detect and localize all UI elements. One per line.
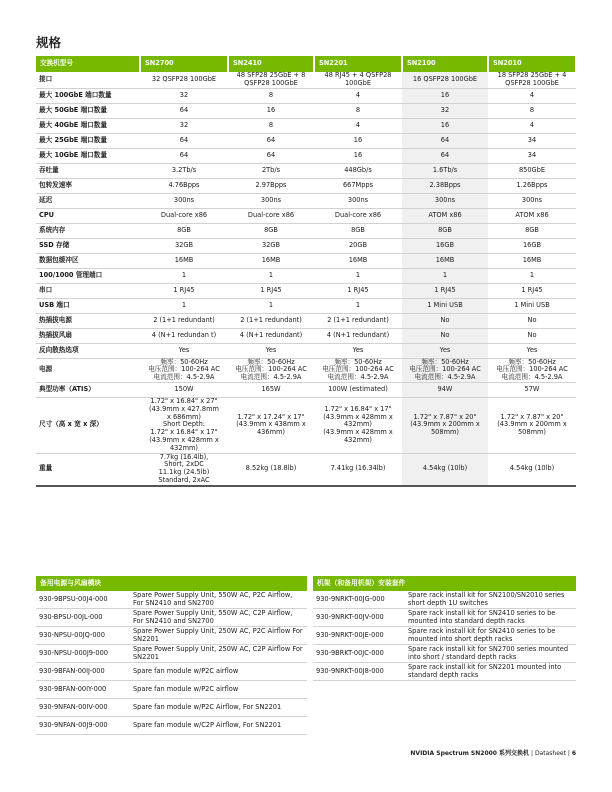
part-row — [36, 681, 307, 699]
spec-row — [36, 238, 576, 253]
spec-cell: 100W (estimated) — [314, 382, 402, 397]
spec-cell: 34 — [488, 148, 576, 163]
spec-cell: 4.54kg (10lb) — [402, 453, 488, 486]
spec-cell: 1.72" x 7.87" x 20" (43.9mm x 200mm x 508mm) — [488, 397, 576, 453]
spec-cell: 1 — [314, 298, 402, 313]
spec-cell: 8GB — [140, 223, 228, 238]
spec-row — [36, 118, 576, 133]
spec-cell: 64 — [140, 148, 228, 163]
spec-cell: 16MB — [140, 253, 228, 268]
spec-cell: No — [488, 328, 576, 343]
part-number: 930-9BRKT-00JC-000 — [313, 645, 405, 663]
spec-cell: 16 — [402, 118, 488, 133]
part-number: 930-NPSU-000J9-000 — [36, 645, 130, 663]
spec-cell: 4 (N+1 redundan t) — [140, 328, 228, 343]
part-row — [36, 609, 307, 627]
spec-row-label: 重量 — [36, 453, 140, 486]
spec-cell: 32 — [140, 118, 228, 133]
spec-cell: 4 — [488, 118, 576, 133]
spec-cell: 16MB — [314, 253, 402, 268]
spec-cell: 1 RJ45 — [314, 283, 402, 298]
spec-cell: 8GB — [314, 223, 402, 238]
spec-cell: 32GB — [140, 238, 228, 253]
spec-row-label: 热插拔电源 — [36, 313, 140, 328]
spec-cell: 1 — [140, 298, 228, 313]
spec-row — [36, 103, 576, 118]
spec-cell: 16 QSFP28 100GbE — [402, 72, 488, 88]
spec-cell: 300ns — [314, 193, 402, 208]
spec-table-header — [36, 56, 576, 72]
part-description: Spare fan module w/P2C Airflow, For SN2201 — [130, 699, 307, 717]
part-row — [36, 717, 307, 735]
spec-cell: 1.72" x 16.84" x 17" (43.9mm x 428mm x 432mm) (43.9mm x 428mm x 432mm) — [314, 397, 402, 453]
spec-cell: 34 — [488, 133, 576, 148]
spec-row-label: 最大 40GbE 端口数量 — [36, 118, 140, 133]
spec-row — [36, 253, 576, 268]
spec-cell: 16GB — [488, 238, 576, 253]
footer-doc-type: Datasheet — [534, 750, 566, 757]
spec-row — [36, 163, 576, 178]
spec-cell: 64 — [228, 148, 314, 163]
part-description: Spare fan module w/P2C airflow — [130, 681, 307, 699]
spec-row — [36, 72, 576, 88]
column-header-sn2010: SN2010 — [488, 56, 576, 72]
part-description: Spare rack install kit for SN2410 series to be mounted into standard depth racks — [405, 609, 576, 627]
spec-row-label: 反向散热选项 — [36, 343, 140, 358]
spec-cell: 1.6Tb/s — [402, 163, 488, 178]
spec-cell: Yes — [488, 343, 576, 358]
spec-row-label: 电源 — [36, 358, 140, 382]
spec-cell: 32GB — [228, 238, 314, 253]
part-description: Spare rack install kit for SN2700 series mounted into short / standard depth racks — [405, 645, 576, 663]
spec-cell: 1 — [488, 268, 576, 283]
spec-cell: 16 — [402, 88, 488, 103]
spec-cell: 94W — [402, 382, 488, 397]
spec-cell: 2.38Bpps — [402, 178, 488, 193]
part-number: 930-9BPSU-00J4-000 — [36, 591, 130, 609]
part-row — [36, 627, 307, 645]
spec-row — [36, 178, 576, 193]
part-row — [36, 699, 307, 717]
part-number: 930-9NRKT-00JE-000 — [313, 627, 405, 645]
spec-cell: 4 — [314, 118, 402, 133]
spec-cell: 频率：50-60Hz 电压范围：100-264 AC 电流范围：4.5-2.9A — [314, 358, 402, 382]
column-header-sn2410: SN2410 — [228, 56, 314, 72]
part-description: Spare Power Supply Unit, 250W AC, C2P Airflow For SN2201 — [130, 645, 307, 663]
spec-row-label: SSD 存储 — [36, 238, 140, 253]
spec-row — [36, 397, 576, 453]
spec-cell: 1 — [314, 268, 402, 283]
spec-cell: 48 SFP28 25GbE + 8 QSFP28 100GbE — [228, 72, 314, 88]
rack-table-body — [313, 591, 576, 681]
psu-fan-table — [36, 576, 307, 735]
spec-cell: 1 — [228, 268, 314, 283]
spec-cell: 64 — [228, 133, 314, 148]
part-description: Spare rack install kit for SN2201 mounted into standard depth racks — [405, 663, 576, 681]
spec-cell: 32 QSFP28 100GbE — [140, 72, 228, 88]
spec-cell: 2 (1+1 redundant) — [140, 313, 228, 328]
spec-cell: 8 — [228, 118, 314, 133]
spec-table-body — [36, 72, 576, 486]
spec-row-label: USB 端口 — [36, 298, 140, 313]
footer-text: NVIDIA Spectrum SN2000 系列交换机 — [410, 750, 530, 757]
spec-row — [36, 358, 576, 382]
part-number: 930-9NRKT-00JV-000 — [313, 609, 405, 627]
spec-cell: 频率：50-60Hz 电压范围：100-264 AC 电流范围：4.5-2.9A — [228, 358, 314, 382]
spec-row-label: CPU — [36, 208, 140, 223]
spec-cell: 7.41kg (16.34lb) — [314, 453, 402, 486]
part-row — [313, 609, 576, 627]
spec-cell: 150W — [140, 382, 228, 397]
spec-row-label: 热插拔风扇 — [36, 328, 140, 343]
part-number: 930-9NFAN-00IV-000 — [36, 699, 130, 717]
spec-row-label: 延迟 — [36, 193, 140, 208]
spec-cell: 1 RJ45 — [488, 283, 576, 298]
spec-row — [36, 223, 576, 238]
spec-cell: 16 — [314, 148, 402, 163]
part-number: 930-9NRKT-00J8-000 — [313, 663, 405, 681]
spec-cell: Yes — [228, 343, 314, 358]
rack-kit-table — [313, 576, 576, 681]
spec-cell: 1 — [402, 268, 488, 283]
part-row — [36, 645, 307, 663]
spec-cell: Dual-core x86 — [314, 208, 402, 223]
rack-table-header — [313, 576, 576, 591]
spec-cell: 64 — [140, 133, 228, 148]
part-number: 930-BPSU-00JL-000 — [36, 609, 130, 627]
part-row — [313, 645, 576, 663]
footer-separator-2: | — [567, 750, 570, 757]
spec-cell: 4 — [488, 88, 576, 103]
spec-row-label: 最大 25GbE 端口数量 — [36, 133, 140, 148]
spec-row-label: 接口 — [36, 72, 140, 88]
spec-cell: 16MB — [228, 253, 314, 268]
spec-cell: 64 — [402, 133, 488, 148]
spec-row-label: 数据包缓冲区 — [36, 253, 140, 268]
spec-cell: 20GB — [314, 238, 402, 253]
column-header-sn2700: SN2700 — [140, 56, 228, 72]
spec-cell: 300ns — [402, 193, 488, 208]
spec-row-label: 典型功率（ATIS） — [36, 382, 140, 397]
part-description: Spare Power Supply Unit, 550W AC, C2P Airflow, For SN2410 and SN2700 — [130, 609, 307, 627]
spec-cell: 16 — [228, 103, 314, 118]
spec-row-label: 100/1000 管理端口 — [36, 268, 140, 283]
part-number: 930-NPSU-00JQ-000 — [36, 627, 130, 645]
spec-cell: 32 — [402, 103, 488, 118]
spec-row — [36, 193, 576, 208]
spec-cell: Yes — [402, 343, 488, 358]
spec-row — [36, 133, 576, 148]
spec-cell: No — [488, 313, 576, 328]
part-row — [313, 591, 576, 609]
spec-cell: 2 (1+1 redundant) — [314, 313, 402, 328]
spec-cell: Dual-core x86 — [228, 208, 314, 223]
part-number: 930-9NRKT-00JG-000 — [313, 591, 405, 609]
column-header-sn2100: SN2100 — [402, 56, 488, 72]
spec-cell: 18 SFP28 25GbE + 4 QSFP28 100GbE — [488, 72, 576, 88]
spec-cell: 165W — [228, 382, 314, 397]
spec-cell: 1.72" x 17.24" x 17" (43.9mm x 438mm x 436mm) — [228, 397, 314, 453]
spec-cell: 448Gb/s — [314, 163, 402, 178]
spec-row-label: 最大 100GbE 端口数量 — [36, 88, 140, 103]
spec-row — [36, 453, 576, 486]
spec-cell: 1 RJ45 — [402, 283, 488, 298]
spec-row — [36, 148, 576, 163]
spec-row-label: 最大 50GbE 端口数量 — [36, 103, 140, 118]
column-header-sn2201: SN2201 — [314, 56, 402, 72]
spec-row — [36, 382, 576, 397]
spec-cell: 频率：50-60Hz 电压范围：100-264 AC 电流范围：4.5-2.9A — [140, 358, 228, 382]
part-description: Spare Power Supply Unit, 550W AC, P2C Airflow, For SN2410 and SN2700 — [130, 591, 307, 609]
spec-cell: 16GB — [402, 238, 488, 253]
part-description: Spare rack install kit for SN2100/SN2010 series short depth 1U switches — [405, 591, 576, 609]
spec-cell: 64 — [402, 148, 488, 163]
spec-row — [36, 313, 576, 328]
spec-cell: 7.7kg (16.4lb), Short, 2xDC 11.1kg (24.5lb) Standard, 2xAC — [140, 453, 228, 486]
page-number: 6 — [571, 750, 576, 757]
spec-cell: 57W — [488, 382, 576, 397]
part-number: 930-9BFAN-00IY-000 — [36, 681, 130, 699]
part-number: 930-9NFAN-00J9-000 — [36, 717, 130, 735]
page-title: 规格 — [36, 35, 62, 50]
spec-cell: 1 — [140, 268, 228, 283]
spec-cell: No — [402, 313, 488, 328]
spec-cell: 8 — [488, 103, 576, 118]
spec-cell: 1 Mini USB — [402, 298, 488, 313]
spec-cell: 8GB — [488, 223, 576, 238]
spec-cell: 1 Mini USB — [488, 298, 576, 313]
spec-cell: 4 — [314, 88, 402, 103]
spec-cell: ATOM x86 — [488, 208, 576, 223]
psu-table-body — [36, 591, 307, 735]
part-row — [36, 663, 307, 681]
part-description: Spare Power Supply Unit, 250W AC, P2C Airflow For SN2201 — [130, 627, 307, 645]
spec-cell: 64 — [140, 103, 228, 118]
rack-table-title: 机架（和备用机架）安装套件 — [313, 576, 576, 591]
spec-table — [36, 56, 577, 487]
spec-row-label: 尺寸（高 x 宽 x 深） — [36, 397, 140, 453]
part-row — [36, 591, 307, 609]
spec-cell: 频率：50-60Hz 电压范围：100-264 AC 电流范围：4.5-2.9A — [488, 358, 576, 382]
part-description: Spare rack install kit for SN2410 series to be mounted into short depth racks — [405, 627, 576, 645]
footer-separator: | — [530, 750, 534, 757]
spec-cell: 4.76Bpps — [140, 178, 228, 193]
spec-cell: 1 — [228, 298, 314, 313]
spec-cell: 300ns — [488, 193, 576, 208]
spec-row — [36, 268, 576, 283]
spec-cell: Dual-core x86 — [140, 208, 228, 223]
spec-row — [36, 88, 576, 103]
spec-cell: 8GB — [228, 223, 314, 238]
spec-cell: 16MB — [488, 253, 576, 268]
spec-cell: 2 (1+1 redundant) — [228, 313, 314, 328]
spec-cell: 频率：50-60Hz 电压范围：100-264 AC 电流范围：4.5-2.9A — [402, 358, 488, 382]
spec-cell: 8.52kg (18.8lb) — [228, 453, 314, 486]
spec-cell: 16MB — [402, 253, 488, 268]
spec-cell: 300ns — [228, 193, 314, 208]
column-header-model: 交换机型号 — [36, 56, 140, 72]
psu-table-header — [36, 576, 307, 591]
spec-cell: Yes — [314, 343, 402, 358]
spec-row — [36, 343, 576, 358]
part-row — [313, 627, 576, 645]
spec-cell: 300ns — [140, 193, 228, 208]
spec-cell: 4 (N+1 redundant) — [228, 328, 314, 343]
spec-cell: 8GB — [402, 223, 488, 238]
spec-cell: 1.72" x 7.87" x 20" (43.9mm x 200mm x 508mm) — [402, 397, 488, 453]
spec-cell: 1.72" x 16.84" x 27" (43.9mm x 427.8mm x 686mm) Short Depth: 1.72" x 16.84" x 17" (43.9mm x 428mm x 432mm) — [140, 397, 228, 453]
spec-cell: 1 RJ45 — [140, 283, 228, 298]
spec-row — [36, 208, 576, 223]
spec-cell: 2Tb/s — [228, 163, 314, 178]
spec-cell: 667Mpps — [314, 178, 402, 193]
spec-row-label: 吞吐量 — [36, 163, 140, 178]
spec-cell: 48 RJ45 + 4 QSFP28 100GbE — [314, 72, 402, 88]
spec-row-label: 包转发速率 — [36, 178, 140, 193]
psu-table-title: 备用电源与风扇模块 — [36, 576, 307, 591]
spec-cell: No — [402, 328, 488, 343]
spec-cell: 3.2Tb/s — [140, 163, 228, 178]
spec-cell: 32 — [140, 88, 228, 103]
spec-row-label: 串口 — [36, 283, 140, 298]
spec-cell: 2.97Bpps — [228, 178, 314, 193]
spec-cell: Yes — [140, 343, 228, 358]
spec-row — [36, 298, 576, 313]
spec-row — [36, 283, 576, 298]
spec-row — [36, 328, 576, 343]
page-footer — [410, 748, 576, 757]
spec-cell: 8 — [314, 103, 402, 118]
spec-cell: 4 (N+1 redundant) — [314, 328, 402, 343]
part-number: 930-9BFAN-00IJ-000 — [36, 663, 130, 681]
spec-row-label: 系统内存 — [36, 223, 140, 238]
spec-cell: 16 — [314, 133, 402, 148]
spec-cell: 1.26Bpps — [488, 178, 576, 193]
spec-row-label: 最大 10GbE 端口数量 — [36, 148, 140, 163]
spec-cell: ATOM x86 — [402, 208, 488, 223]
part-description: Spare fan module w/C2P Airflow, For SN2201 — [130, 717, 307, 735]
spec-cell: 4.54kg (10lb) — [488, 453, 576, 486]
part-description: Spare fan module w/P2C airflow — [130, 663, 307, 681]
spec-cell: 850GbE — [488, 163, 576, 178]
part-row — [313, 663, 576, 681]
spec-cell: 1 RJ45 — [228, 283, 314, 298]
spec-cell: 8 — [228, 88, 314, 103]
